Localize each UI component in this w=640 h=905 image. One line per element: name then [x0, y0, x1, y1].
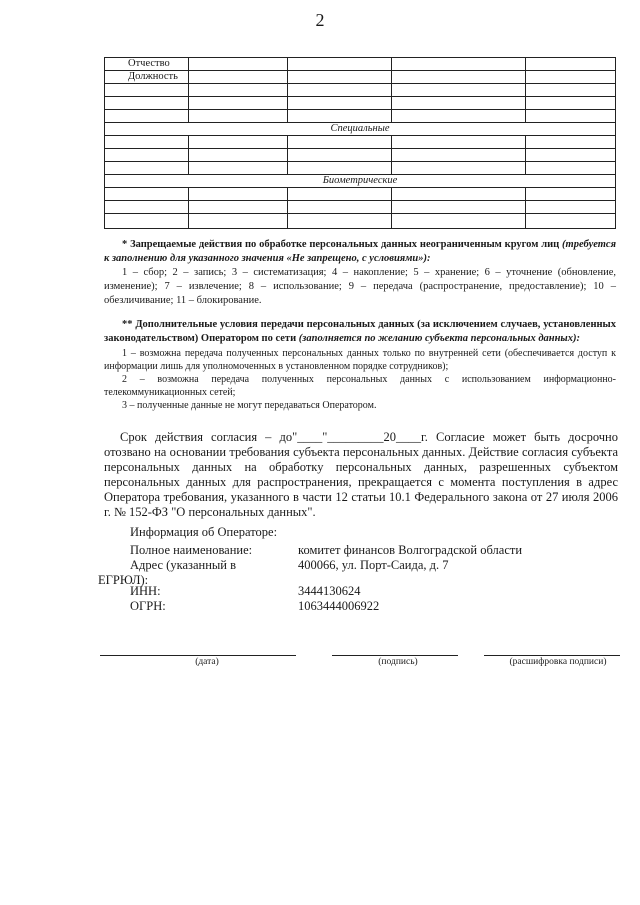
additional-item-2: 2 – возможна передача полученных персональных данных с использованием информационно-телекоммуникационных сетей; — [104, 374, 616, 398]
prohibited-marker: * — [122, 239, 128, 250]
page-number: 2 — [315, 10, 325, 30]
operator-ogrn: 1063444006922 — [298, 599, 380, 613]
operator-inn-label: ИНН: — [130, 584, 161, 598]
date-caption: (дата) — [195, 657, 219, 667]
prohibited-list-line-2: изменение); 7 – извлечение; 8 – использование; 9 – передача (распространение, предоставление); 10 – — [104, 281, 616, 292]
section-special: Специальные — [330, 123, 390, 134]
decoding-line — [484, 655, 620, 656]
row-label-patronymic: Отчество — [128, 58, 170, 69]
additional-conditions-note — [104, 318, 616, 412]
personal-data-table — [104, 57, 616, 229]
signature-caption: (подпись) — [378, 657, 418, 667]
additional-hint: (заполняется по желанию субъекта персональных данных): — [298, 333, 580, 344]
prohibited-title: Запрещаемые действия по обработке персональных данных неограниченным кругом лиц — [130, 239, 560, 250]
signature-line — [332, 655, 458, 656]
additional-title: Дополнительные условия передачи персональных данных (за исключением случаев, установленных законодательством) Оператором по сети — [104, 319, 616, 344]
date-line — [100, 655, 296, 656]
prohibited-actions-note — [104, 238, 616, 308]
operator-full-name-label: Полное наименование: — [130, 543, 253, 557]
row-label-position: Должность — [128, 71, 178, 82]
operator-heading: Информация об Операторе: — [130, 525, 278, 539]
additional-item-1: 1 – возможна передача полученных персональных данных только по внутренней сети (обеспечивается доступ к информации лишь для уполномоченных в установленном порядке сотрудников); — [104, 348, 616, 372]
section-biometric: Биометрические — [322, 175, 398, 186]
prohibited-list-line-3: обезличивание; 11 – блокирование. — [104, 295, 262, 306]
operator-ogrn-label: ОГРН: — [130, 599, 166, 613]
consent-term-paragraph: Срок действия согласия – до"____"_________20____г. Согласие может быть досрочно отозвано на основании требования субъекта персональных данных. Действие согласия субъекта персональных данных на обработку персональных данных, разрешенных субъектом персональных данных для распространения, прекращается с момента поступления в адрес Оператора требования, указанного в части 12 статьи 10.1 Федерального закона от 27 июля 2006 г. № 152-ФЗ "О персональных данных". — [104, 430, 618, 519]
operator-full-name: комитет финансов Волгоградской области — [298, 543, 523, 557]
decoding-caption: (расшифровка подписи) — [509, 657, 607, 667]
prohibited-hint: (требуется к заполнению для указанного значения «Не запрещено, с условиями»): — [104, 239, 616, 264]
additional-marker: ** — [122, 319, 133, 330]
operator-address: 400066, ул. Порт-Саида, д. 7 — [298, 558, 449, 572]
operator-inn: 3444130624 — [298, 584, 361, 598]
operator-address-label-cont: ЕГРЮЛ): — [98, 573, 149, 587]
operator-address-label: Адрес (указанный в — [130, 558, 236, 572]
prohibited-list-line-1: 1 – сбор; 2 – запись; 3 – систематизация; 4 – накопление; 5 – хранение; 6 – уточнение (обновление, — [122, 267, 616, 278]
additional-item-3: 3 – полученные данные не могут передаваться Оператором. — [122, 400, 377, 411]
